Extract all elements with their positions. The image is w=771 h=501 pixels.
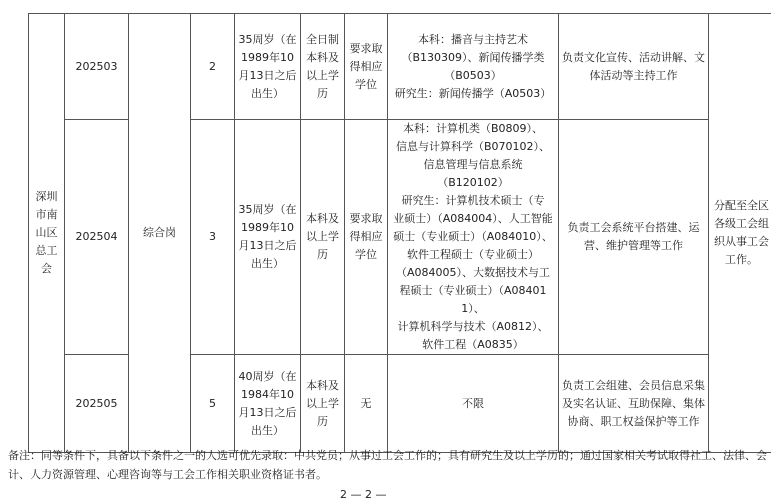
remarks-note: 备注：同等条件下，具备以下条件之一的人选可优先录取：中共党员；从事过工会工作的；具有研究生及以上学历的；通过国家相关考试取得社工、法律、会计、人力资源管理、心理咨询等与工会工作相关职业资格证书者。 — [8, 446, 770, 484]
major-line: 硕士（专业硕士）（A084010）、 — [390, 228, 556, 246]
major-line: 本科：计算机类（B0809）、 — [390, 120, 556, 138]
degree-requirement: 要求取得相应学位 — [345, 14, 388, 120]
age-requirement: 40周岁（在1984年10月13日之后出生） — [235, 355, 301, 453]
page-number-fragment: 2 — 2 — — [340, 489, 387, 501]
major-line: （B0503） — [390, 67, 556, 85]
major-requirement — [388, 14, 559, 120]
table-row — [29, 14, 771, 120]
major-line: （B130309）、新闻传播学类 — [390, 49, 556, 67]
headcount: 3 — [191, 120, 235, 355]
degree-requirement: 要求取得相应学位 — [345, 120, 388, 355]
post-code: 202503 — [65, 14, 129, 120]
age-requirement: 35周岁（在1989年10月13日之后出生） — [235, 120, 301, 355]
recruitment-table — [28, 13, 771, 453]
assignment-cell: 分配至全区各级工会组织从事工会工作。 — [709, 14, 771, 453]
major-line: 不限 — [390, 395, 556, 413]
major-line: 信息管理与信息系统 — [390, 156, 556, 174]
age-requirement: 35周岁（在1989年10月13日之后出生） — [235, 14, 301, 120]
post-code: 202505 — [65, 355, 129, 453]
job-duties: 负责文化宣传、活动讲解、文体活动等主持工作 — [559, 14, 709, 120]
major-line: 研究生：新闻传播学（A0503） — [390, 85, 556, 103]
major-requirement — [388, 355, 559, 453]
major-line: 研究生：计算机技术硕士（专 — [390, 192, 556, 210]
major-line: （A084005）、大数据技术与工 — [390, 264, 556, 282]
education-requirement: 本科及以上学历 — [301, 355, 345, 453]
post-category-cell: 综合岗 — [129, 14, 191, 453]
job-duties: 负责工会系统平台搭建、运营、维护管理等工作 — [559, 120, 709, 355]
education-requirement: 全日制本科及以上学历 — [301, 14, 345, 120]
major-line: 信息与计算科学（B070102）、 — [390, 138, 556, 156]
job-duties: 负责工会组建、会员信息采集及实名认证、互助保障、集体协商、职工权益保护等工作 — [559, 355, 709, 453]
major-line: 业硕士）（A084004）、人工智能 — [390, 210, 556, 228]
major-line: 本科：播音与主持艺术 — [390, 31, 556, 49]
employer-cell: 深圳市南山区总工会 — [29, 14, 65, 453]
post-code: 202504 — [65, 120, 129, 355]
major-requirement — [388, 120, 559, 355]
major-line: （B120102） — [390, 174, 556, 192]
major-line: 软件工程硕士（专业硕士） — [390, 246, 556, 264]
education-requirement: 本科及以上学历 — [301, 120, 345, 355]
degree-requirement: 无 — [345, 355, 388, 453]
major-line: 程硕士（专业硕士）（A084011）、 — [390, 282, 556, 318]
headcount: 5 — [191, 355, 235, 453]
major-line: 软件工程（A0835） — [390, 336, 556, 354]
major-line: 计算机科学与技术（A0812）、 — [390, 318, 556, 336]
headcount: 2 — [191, 14, 235, 120]
